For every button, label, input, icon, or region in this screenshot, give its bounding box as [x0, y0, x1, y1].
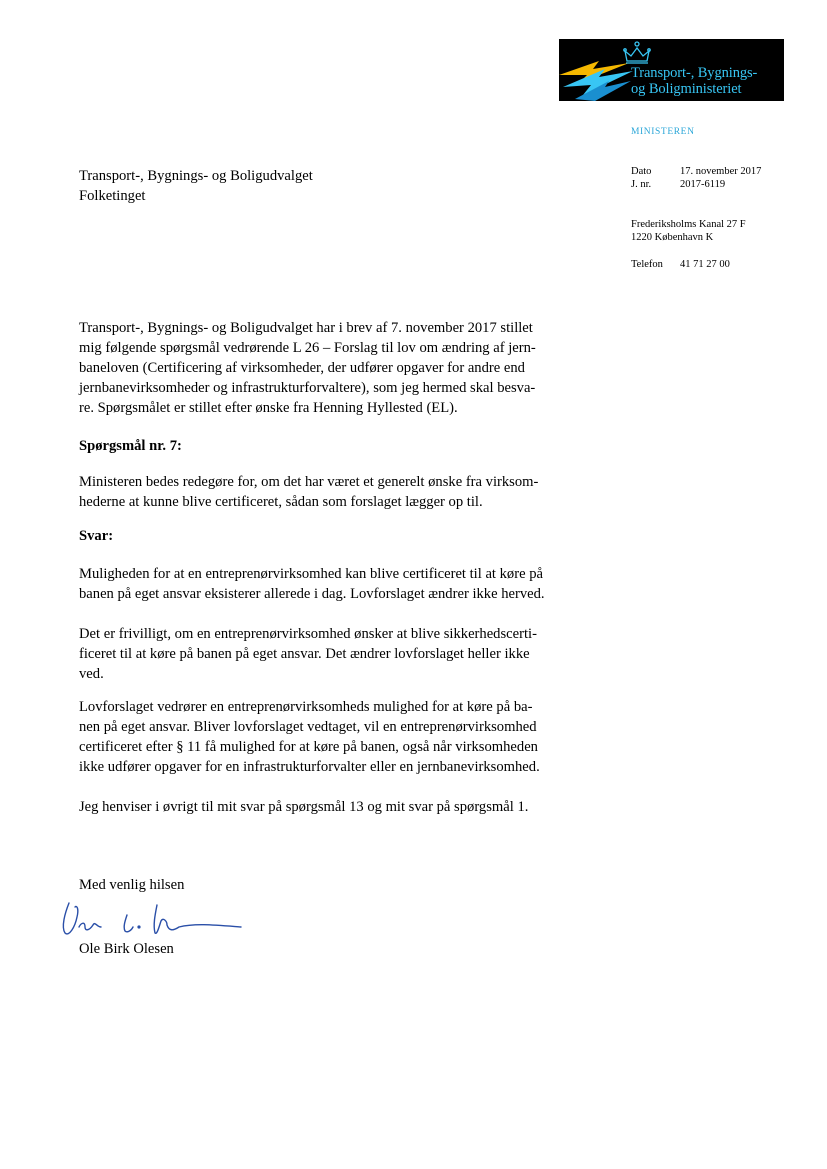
answer-paragraph-2	[79, 624, 594, 684]
text-line: Muligheden for at en entreprenørvirksomhed kan blive certificeret til at køre på	[79, 566, 543, 582]
meta-jnr-row	[631, 178, 761, 191]
question-paragraph	[79, 472, 594, 512]
text-line: Lovforslaget vedrører en entreprenørvirksomheds mulighed for at køre på ba-	[79, 699, 533, 715]
answer-heading: Svar:	[79, 528, 114, 544]
text-line: Ministeren bedes redegøre for, om det har været et generelt ønske fra virksom-	[79, 474, 539, 490]
text-line: re. Spørgsmålet er stillet efter ønske fra Henning Hyllested (EL).	[79, 400, 458, 416]
text-line: Transport-, Bygnings- og Boligudvalget har i brev af 7. november 2017 stillet	[79, 320, 533, 336]
text-line: ikke udfører opgaver for en infrastrukturforvalter eller en jernbanevirksomhed.	[79, 759, 540, 775]
logo-line-1: Transport-, Bygnings-	[631, 65, 758, 81]
answer-paragraph-3	[79, 697, 594, 777]
date-value: 17. november 2017	[680, 166, 762, 177]
text-line: banen på eget ansvar eksisterer allerede i dag. Lovforslaget ændrer ikke herved.	[79, 586, 545, 602]
question-heading: Spørgsmål nr. 7:	[79, 438, 182, 454]
text-line: certificeret efter § 11 få mulighed for at køre på banen, også når virksomheden	[79, 739, 538, 755]
text-line: Jeg henviser i øvrigt til mit svar på spørgsmål 13 og mit svar på spørgsmål 1.	[79, 799, 529, 815]
text-line: nen på eget ansvar. Bliver lovforslaget vedtaget, vil en entreprenørvirksomhed	[79, 719, 537, 735]
sender-label: MINISTEREN	[631, 127, 695, 137]
recipient-line-2: Folketinget	[79, 188, 146, 204]
text-line: ved.	[79, 666, 104, 682]
phone-label: Telefon	[631, 259, 663, 270]
handwritten-signature	[55, 897, 255, 943]
text-line: hederne at kunne blive certificeret, sådan som forslaget lægger op til.	[79, 494, 483, 510]
text-line: baneloven (Certificering af virksomheder, der udfører opgaver for andre end	[79, 360, 525, 376]
jnr-value: 2017-6119	[680, 179, 726, 190]
logo-line-2: og Boligministeriet	[631, 81, 742, 97]
crown-icon	[624, 42, 650, 63]
closing-greeting: Med venlig hilsen	[79, 877, 185, 893]
phone-value: 41 71 27 00	[680, 259, 730, 270]
meta-phone-row	[631, 258, 730, 271]
recipient-address	[79, 166, 313, 206]
jnr-label: J. nr.	[631, 179, 652, 190]
address-line-2: 1220 København K	[631, 232, 714, 243]
address-line-1: Frederiksholms Kanal 27 F	[631, 219, 746, 230]
recipient-line-1: Transport-, Bygnings- og Boligudvalget	[79, 168, 313, 184]
text-line: mig følgende spørgsmål vedrørende L 26 – Forslag til lov om ændring af jern-	[79, 340, 536, 356]
text-line: ficeret til at køre på banen på eget ansvar. Det ændrer lovforslaget heller ikke	[79, 646, 530, 662]
meta-address-block	[631, 218, 746, 244]
date-label: Dato	[631, 166, 652, 177]
signer-name: Ole Birk Olesen	[79, 941, 174, 957]
text-line: jernbanevirksomheder og infrastrukturforvaltere), som jeg hermed skal besva-	[79, 380, 536, 396]
intro-paragraph	[79, 318, 594, 418]
meta-date-row	[631, 165, 761, 178]
answer-paragraph-1	[79, 564, 594, 604]
meta-phone-block	[631, 258, 730, 271]
ministry-logo	[559, 39, 784, 101]
text-line: Det er frivilligt, om en entreprenørvirksomhed ønsker at blive sikkerhedscerti-	[79, 626, 537, 642]
answer-paragraph-4	[79, 797, 594, 817]
logo-text	[631, 65, 757, 97]
meta-date-block	[631, 165, 761, 191]
